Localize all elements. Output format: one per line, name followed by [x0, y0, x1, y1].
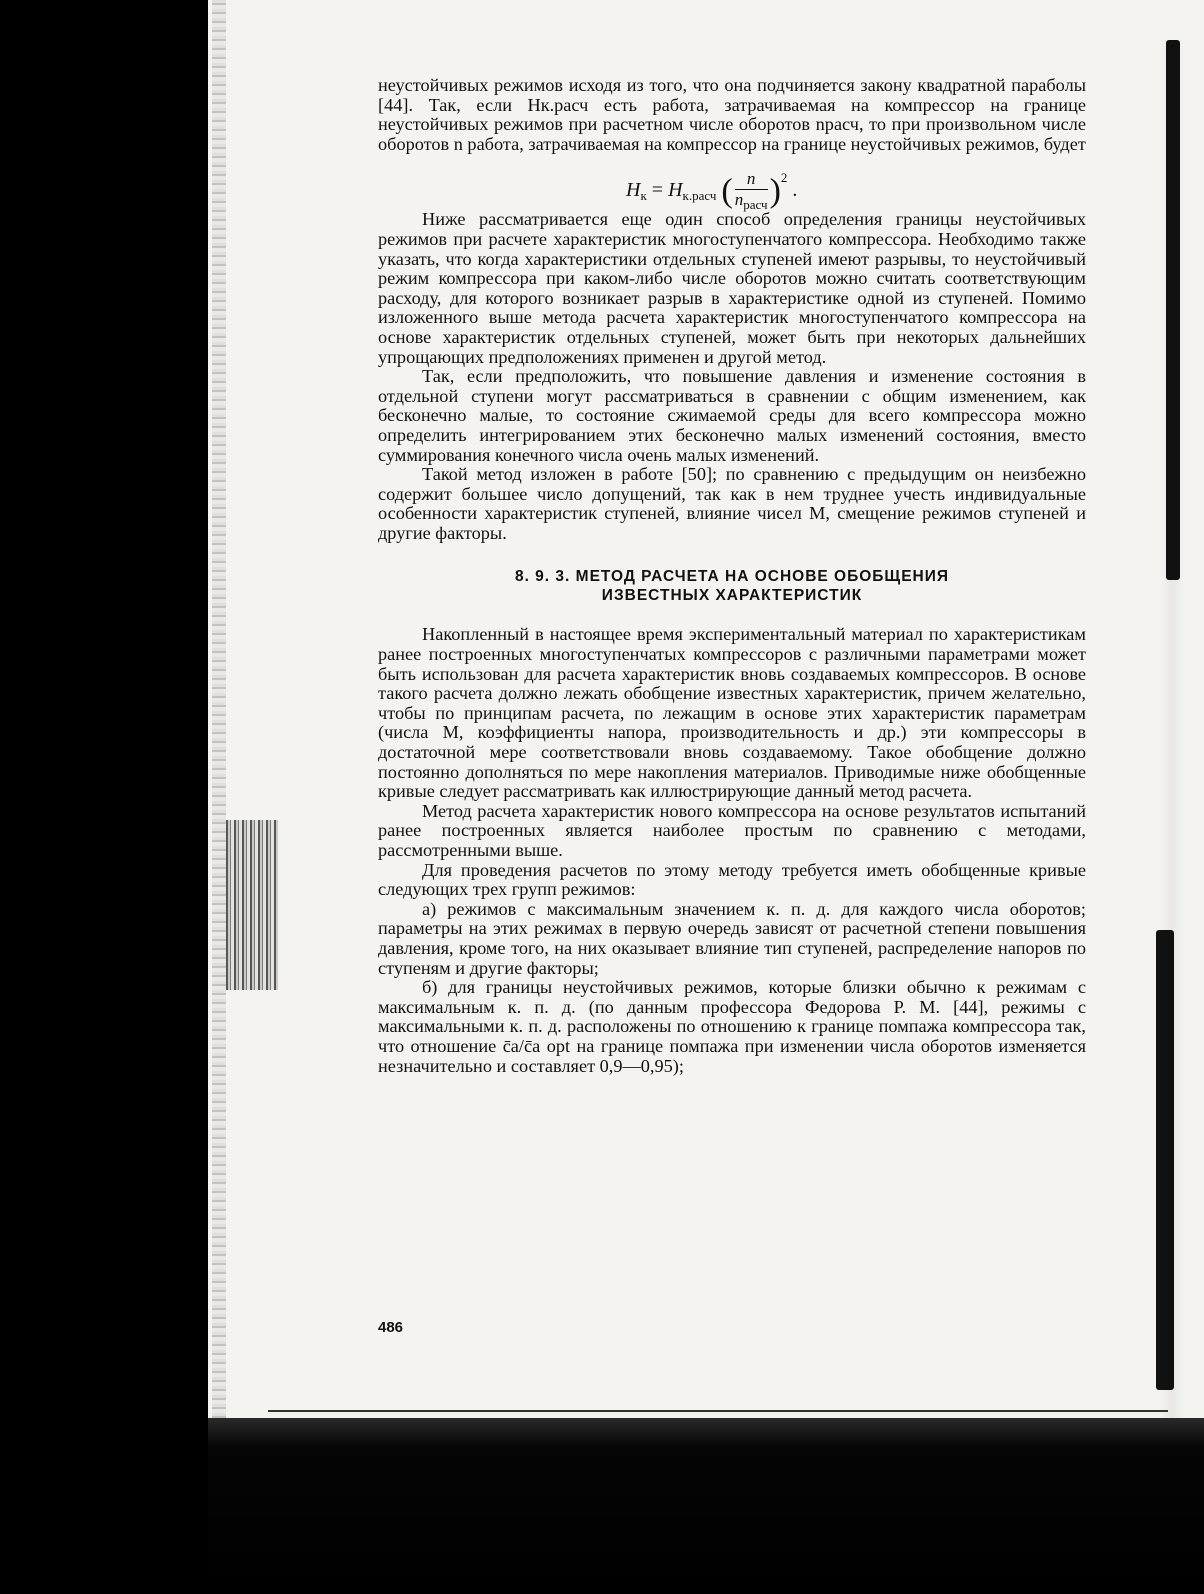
- formula-end: .: [792, 179, 798, 202]
- paragraph: Такой метод изложен в работе [50]; по сравнению с предыдущим он неизбежно содержит большее число допущений, так как в нем труднее учесть индивидуальные особенности характеристик ступеней, влияние чисел М, смещение режимов ступеней и другие факторы.: [378, 464, 1086, 543]
- formula: [378, 158, 1086, 212]
- paren-open: (: [721, 172, 733, 210]
- formula-rhs-sub: к.расч: [682, 188, 717, 204]
- scan-mark: [1166, 40, 1180, 580]
- scan-mark: [1156, 930, 1174, 1390]
- scan-line: [268, 1410, 1168, 1412]
- paragraph: Для проведения расчетов по этому методу требуется иметь обобщенные кривые следующих трех групп режимов:: [378, 859, 1086, 900]
- section-heading: [378, 567, 1086, 605]
- fraction-denominator: $n_{расч}$: [734, 189, 768, 212]
- paragraph: неустойчивых режимов исходя из того, что она подчиняется закону квадратной параболы [44]. Так, если Hк.расч есть работа, затрачиваемая на компрессор на границе неустойчивых режимов при расчетном числе оборотов nрасч, то при произвольном числе оборотов n работа, затрачиваемая на компрессор на границе неустойчивых режимов, будет: [378, 75, 1086, 154]
- scan-shadow-bottom: [208, 1418, 1204, 1594]
- scan-artifact: [226, 820, 278, 990]
- paragraph: Метод расчета характеристик нового компрессора на основе результатов испытаний ранее построенных является наиболее простым по сравнению с методами, рассмотренными выше.: [378, 800, 1086, 860]
- heading-line: ИЗВЕСТНЫХ ХАРАКТЕРИСТИК: [601, 587, 863, 605]
- paragraph: Ниже рассматривается еще один способ определения границы неустойчивых режимов при расчете характеристик многоступенчатого компрессора. Необходимо также указать, что когда характеристики отдельных ступеней имеют разрывы, то неустойчивый режим компрессора при каком-либо числе оборотов можно считать соответствующим расходу, для которого возникает разрыв в характеристике одной из ступеней. Помимо изложенного выше метода расчета характеристик многоступенчатого компрессора на основе характеристик отдельных ступеней, может быть при некоторых дальнейших упрощающих предположениях применен и другой метод.: [378, 209, 1086, 367]
- paragraph: Накопленный в настоящее время экспериментальный материал по характеристикам ранее построенных многоступенчатых компрессоров с различными параметрами может быть использован для расчета характеристик вновь создаваемых компрессоров. В основе такого расчета должно лежать обобщение известных характеристик, причем желательно, чтобы по принципам расчета, по лежащим в основе этих характеристик параметрам (числа М, коэффициенты напора, производительность и др.) эти компрессоры в достаточной мере соответствовали вновь создаваемому. Такое обобщение должно постоянно дополняться по мере накопления материалов. Приводимые ниже обобщенные кривые следует рассматривать как иллюстрирующие данный метод расчета.: [378, 624, 1086, 802]
- page-text: [378, 76, 1086, 1076]
- fraction-numerator: n: [735, 169, 768, 190]
- scan-edge-left: [212, 0, 226, 1420]
- formula-eq: =: [651, 179, 664, 202]
- paren-close: ): [769, 172, 781, 210]
- formula-fraction: [735, 169, 768, 215]
- list-item: б) для границы неустойчивых режимов, которые близки обычно к режимам с максимальным к. п. д. (по данным профессора Федорова Р. М. [44], режимы с максимальными к. п. д. расположены по отношению к границе помпажа компрессора так, что отношение c̄a/c̄a opt на границе помпажа при изменении числа оборотов изменяется незначительно и составляет 0,9—0,95);: [378, 977, 1086, 1076]
- formula-rhs: H: [668, 179, 683, 202]
- paragraph: Так, если предположить, что повышение давления и изменение состояния в отдельной ступени могут рассматриваться в сравнении с общим изменением, как бесконечно малые, то состояние сжимаемой среды для всего компрессора можно определить интегрированием этих бесконечно малых изменений состояния, вместо суммирования конечного числа очень малых изменений.: [378, 366, 1086, 465]
- formula-power: 2: [780, 170, 788, 186]
- list-item: а) режимов с максимальным значением к. п. д. для каждого числа оборотов; параметры на этих режимах в первую очередь зависят от расчетной степени повышения давления, кроме того, на них оказывает влияние тип ступеней, распределение напоров по ступеням и другие факторы;: [378, 898, 1086, 978]
- formula-lhs: H: [626, 179, 641, 202]
- page-number: 486: [378, 1319, 404, 1336]
- formula-lhs-sub: к: [640, 188, 647, 204]
- heading-line: 8. 9. 3. МЕТОД РАСЧЕТА НА ОСНОВЕ ОБОБЩЕНИЯ: [514, 568, 950, 586]
